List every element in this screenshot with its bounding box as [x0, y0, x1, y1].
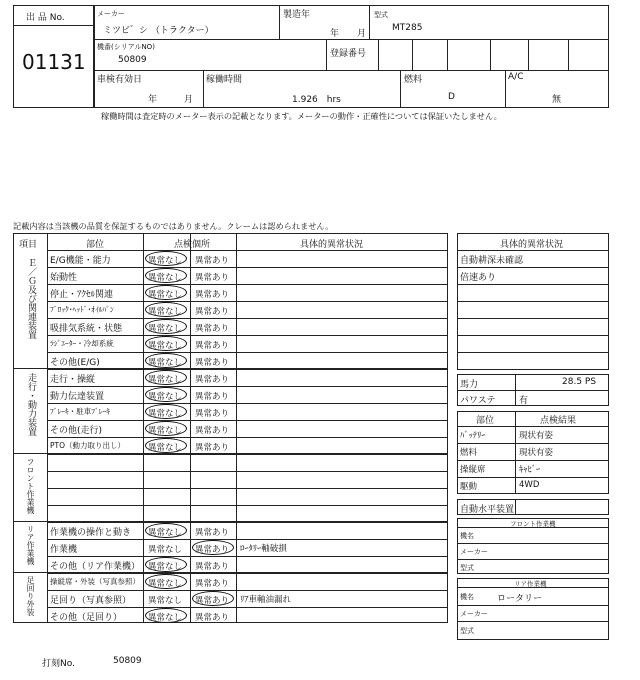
group-front: フロント作業機 — [26, 458, 35, 514]
hours-label: 稼働時間 — [206, 75, 243, 85]
circled-no-abnormal — [145, 302, 187, 317]
abnormal-option: 異常あり — [195, 324, 230, 334]
row-part: 停止・ｱｸｾﾙ関連 — [50, 290, 114, 300]
year-label: 製造年 — [283, 10, 311, 20]
row-part: ﾌﾞﾚｰｷ・駐車ﾌﾞﾚｰｷ — [50, 407, 110, 416]
row-part: ﾗｼﾞｴｰﾀｰ・冷却系統 — [50, 339, 114, 348]
abnormal-option: 異常あり — [195, 562, 230, 572]
rear-name: 機名 — [460, 593, 474, 601]
circled-no-abnormal — [145, 608, 187, 623]
maker-label: メーカー — [97, 10, 125, 18]
stamp-value: 50809 — [113, 656, 142, 666]
row-part: その他(走行) — [50, 426, 103, 436]
row-detail: ﾛｰﾀﾘｰ軸破損 — [240, 544, 287, 554]
circled-no-abnormal — [145, 404, 187, 419]
steering-label: パワステ — [460, 396, 496, 406]
abnormal-option: 異常あり — [195, 545, 230, 555]
abnormal-option: 異常あり — [195, 528, 230, 538]
circled-no-abnormal — [145, 285, 187, 300]
no-abnormal-option: 異常なし — [148, 579, 183, 589]
circled-no-abnormal — [145, 319, 187, 334]
inspection-suffix: 年 月 — [148, 95, 194, 105]
result-value: ｷｬﾋﾞｰ — [519, 465, 541, 475]
abnormal-option: 異常あり — [195, 443, 230, 453]
abnormal-option: 異常あり — [195, 307, 230, 317]
row-part: PTO（動力取り出し） — [50, 441, 126, 450]
front-name: 機名 — [460, 532, 474, 540]
result-value: 現状有姿 — [519, 431, 554, 441]
no-abnormal-option: 異常なし — [148, 392, 183, 402]
result-value: 4WD — [519, 480, 540, 490]
circled-no-abnormal — [145, 370, 187, 385]
inspection-label: 車検有効日 — [97, 75, 143, 85]
model-value: MT285 — [392, 23, 423, 33]
abnormal-option: 異常あり — [195, 392, 230, 402]
front-title: フロント作業機 — [510, 520, 556, 528]
year-suffix: 年 月 — [330, 29, 367, 39]
col-detail: 具体的異常状況 — [300, 240, 364, 250]
no-abnormal-option: 異常なし — [148, 443, 183, 453]
leveler-label: 自動水平装置 — [460, 505, 515, 515]
circled-no-abnormal — [145, 523, 187, 538]
abnormal-option: 異常あり — [195, 358, 230, 368]
no-abnormal-option: 異常なし — [148, 528, 183, 538]
serial-label: 機番(シリアルNO) — [97, 43, 155, 51]
lot-number: 01131 — [22, 50, 86, 74]
fuel-label: 燃料 — [404, 75, 423, 85]
abnormal-option: 異常あり — [195, 613, 230, 623]
no-abnormal-option: 異常なし — [148, 375, 183, 385]
col-check: 点検個所 — [174, 240, 211, 250]
hours-value: 1.926 hrs — [292, 95, 341, 105]
row-part: 走行・操縦 — [50, 375, 96, 385]
front-maker: メーカー — [460, 548, 488, 556]
rear-maker: メーカー — [460, 610, 488, 618]
result-part-header: 部位 — [476, 416, 495, 426]
power-value: 28.5 PS — [562, 377, 597, 387]
group-engine: Ｅ／Ｇ及び関連装置 — [26, 258, 36, 339]
rear-name-value: ロータリー — [497, 594, 543, 604]
row-part: 吸排気系統・状態 — [50, 324, 123, 334]
no-abnormal-option: 異常なし — [148, 273, 183, 283]
row-part: 始動性 — [50, 273, 78, 283]
abnormal-option: 異常あり — [195, 426, 230, 436]
circled-no-abnormal — [145, 336, 187, 351]
row-part: ﾌﾞﾛｯｸ･ﾍｯﾄﾞ･ｵｲﾙﾊﾟﾝ — [50, 305, 114, 314]
right-detail-line: 倍速あり — [460, 273, 497, 283]
row-part: 動力伝達装置 — [50, 392, 105, 402]
row-part: その他（リア作業機） — [50, 562, 141, 572]
disclaimer: 記載内容は当該機の品質を保証するものではありません。クレームは認められません。 — [13, 221, 334, 231]
group-feet: 足回り外装 — [26, 576, 35, 616]
no-abnormal-option: 異常なし — [148, 596, 183, 606]
no-abnormal-option: 異常なし — [148, 562, 183, 572]
right-detail-line: 自動耕深未確認 — [460, 256, 524, 266]
no-abnormal-option: 異常なし — [148, 341, 183, 351]
row-detail: ﾘｱ車軸油漏れ — [240, 595, 292, 605]
no-abnormal-option: 異常なし — [148, 613, 183, 623]
row-part: E/G機能・能力 — [50, 256, 111, 266]
result-part: 駆動 — [460, 482, 478, 492]
result-part: 操縦席 — [460, 465, 486, 475]
circled-abnormal — [192, 591, 234, 606]
no-abnormal-option: 異常なし — [148, 290, 183, 300]
row-part: その他(E/G) — [50, 358, 100, 368]
row-part: 作業機の操作と動き — [50, 528, 132, 538]
circled-no-abnormal — [145, 557, 187, 572]
right-detail-header: 具体的異常状況 — [500, 240, 564, 250]
result-value: 現状有姿 — [519, 448, 554, 458]
result-header: 点検結果 — [540, 416, 577, 426]
circled-no-abnormal — [145, 251, 187, 266]
rear-model: 型式 — [460, 627, 474, 635]
col-part: 部位 — [86, 240, 105, 250]
circled-no-abnormal — [145, 421, 187, 436]
circled-no-abnormal — [145, 387, 187, 402]
fuel-value: D — [448, 92, 455, 102]
maker-value: ミツビ゛シ （トラクター） — [103, 26, 214, 36]
abnormal-option: 異常あり — [195, 409, 230, 419]
abnormal-option: 異常あり — [195, 579, 230, 589]
col-item: 項目 — [19, 240, 38, 250]
lot-label: 出 品 No. — [26, 13, 65, 23]
abnormal-option: 異常あり — [195, 341, 230, 351]
abnormal-option: 異常あり — [195, 256, 230, 266]
model-label: 型式 — [374, 11, 388, 19]
row-part: 操縦席・外装（写真参照） — [50, 577, 140, 586]
no-abnormal-option: 異常なし — [148, 256, 183, 266]
abnormal-option: 異常あり — [195, 273, 230, 283]
result-part: 燃料 — [460, 448, 478, 458]
circled-no-abnormal — [145, 353, 187, 368]
circled-no-abnormal — [145, 438, 187, 453]
row-part: 足回り（写真参照） — [50, 596, 132, 606]
no-abnormal-option: 異常なし — [148, 545, 183, 555]
front-model: 型式 — [460, 564, 474, 572]
row-part: その他（足回り） — [50, 613, 123, 623]
registration-label: 登録番号 — [330, 49, 367, 59]
no-abnormal-option: 異常なし — [148, 307, 183, 317]
group-drive: 走行・動力装置 — [26, 373, 36, 436]
stamp-label: 打刻No. — [42, 659, 75, 669]
circled-no-abnormal — [145, 574, 187, 589]
hours-note: 稼働時間は査定時のメーター表示の記載となります。メーターの動作・正確性については保証いたしません。 — [101, 111, 502, 121]
circled-no-abnormal — [145, 268, 187, 283]
abnormal-option: 異常あり — [195, 596, 230, 606]
no-abnormal-option: 異常なし — [148, 358, 183, 368]
row-part: 作業機 — [50, 545, 78, 555]
abnormal-option: 異常あり — [195, 375, 230, 385]
group-rear: リア作業機 — [26, 525, 35, 565]
ac-value: 無 — [552, 95, 562, 105]
serial-value: 50809 — [118, 55, 147, 65]
abnormal-option: 異常あり — [195, 290, 230, 300]
circled-abnormal — [192, 540, 234, 555]
steering-value: 有 — [519, 396, 529, 406]
no-abnormal-option: 異常なし — [148, 324, 183, 334]
ac-label: A/C — [508, 72, 524, 82]
no-abnormal-option: 異常なし — [148, 426, 183, 436]
no-abnormal-option: 異常なし — [148, 409, 183, 419]
power-label: 馬力 — [460, 380, 479, 390]
result-part: ﾊﾞｯﾃﾘｰ — [460, 431, 486, 441]
rear-title: リア作業機 — [514, 580, 547, 588]
